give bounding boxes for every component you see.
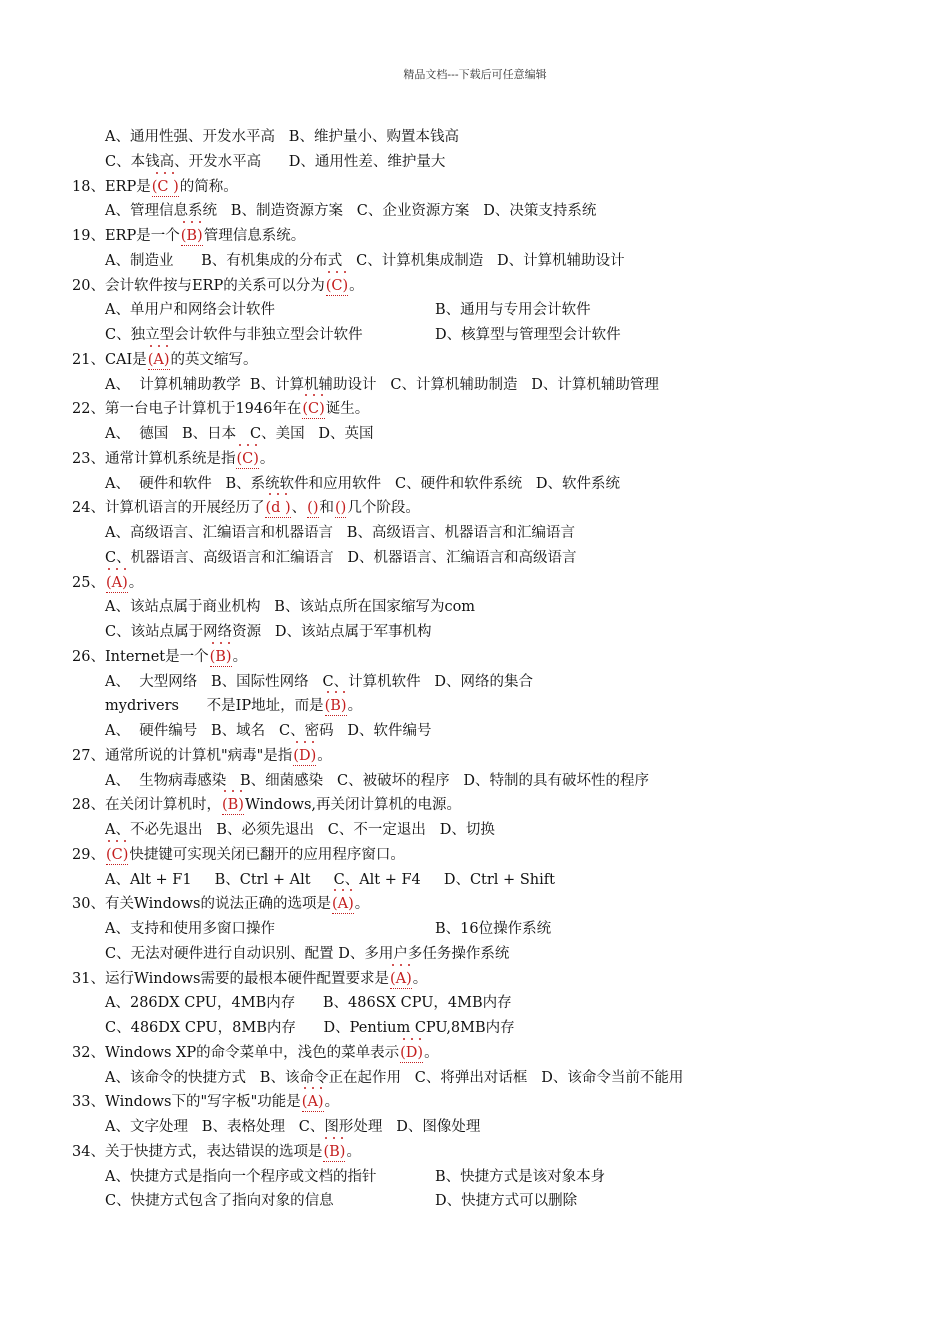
emphasis-dot [296, 741, 298, 743]
question-text: 快捷键可实现关闭已翻开的应用程序窗口。 [129, 846, 405, 863]
question-text: 22、第一台电子计算机于1946年在 [72, 401, 302, 418]
emphasis-dots [335, 493, 346, 497]
emphasis-dot [325, 1137, 327, 1139]
answer-mark: (B) [323, 1144, 345, 1162]
option-line: A、不必先退出 B、必须先退出 C、不一定退出 D、切换 [105, 822, 495, 838]
emphasis-dot [403, 1038, 405, 1040]
emphasis-dot [164, 172, 166, 174]
option-line: C、无法对硬件进行自动识别、配置 D、多用户多任务操作系统 [105, 945, 510, 962]
question-text: 32、Windows XP的命令菜单中，浅色的菜单表示 [72, 1044, 400, 1061]
emphasis-dot [285, 493, 287, 495]
emphasis-dots [181, 221, 203, 225]
question-line [72, 967, 892, 992]
answer-mark: (d ) [265, 500, 290, 518]
question-text: 管理信息系统。 [203, 228, 306, 244]
emphasis-dot [328, 271, 330, 273]
question-text: 。 [349, 277, 364, 294]
question-text: 。 [347, 698, 363, 715]
question-text: Windows,再关闭计算机的电源。 [244, 797, 462, 814]
option-line: A、管理信息系统 B、制造资源方案 C、企业资源方案 D、决策支持系统 [105, 203, 597, 220]
question-text: 。 [317, 747, 332, 764]
question-line [72, 224, 892, 249]
question-text: 、 [291, 500, 307, 517]
question-text: 30、有关Windows的说法正确的选项是 [72, 896, 331, 913]
question-line [72, 274, 892, 299]
emphasis-dot [312, 741, 314, 743]
emphasis-dot [191, 221, 193, 223]
emphasis-dot [255, 444, 257, 446]
emphasis-dot [335, 691, 337, 693]
emphasis-dot [304, 741, 306, 743]
emphasis-dots [148, 345, 170, 349]
answer-mark: (C) [236, 451, 258, 469]
emphasis-dots [302, 1087, 324, 1091]
option-col: B、通用与专用会计软件 [435, 302, 591, 319]
question-text: 的简称。 [179, 178, 238, 195]
question-text: 19、ERP是一个 [72, 228, 180, 244]
answer-mark: (B) [325, 698, 347, 716]
emphasis-dot [313, 394, 315, 396]
answer-mark: (B) [181, 228, 203, 246]
question-text: 。 [324, 1094, 340, 1111]
answer-mark: (C) [302, 401, 324, 419]
emphasis-dot [158, 345, 160, 347]
emphasis-dot [156, 172, 158, 174]
emphasis-dot [239, 444, 241, 446]
emphasis-dots [106, 568, 128, 572]
emphasis-dot [124, 840, 126, 842]
question-text: mydrivers 不是IP地址，而是 [105, 698, 324, 715]
emphasis-dots [323, 1137, 345, 1141]
emphasis-dot [199, 221, 201, 223]
emphasis-dots [307, 493, 318, 497]
emphasis-dot [116, 840, 118, 842]
option-line [72, 1189, 892, 1214]
emphasis-dot [411, 1038, 413, 1040]
answer-mark: () [335, 500, 346, 518]
question-line [72, 571, 892, 596]
option-line: A、制造业 B、有机集成的分布式 C、计算机集成制造 D、计算机辅助设计 [105, 252, 625, 269]
option-col: C、快捷方式包含了指向对象的信息 [105, 1193, 334, 1210]
emphasis-dot [321, 394, 323, 396]
option-line [72, 323, 892, 348]
question-line [72, 348, 892, 373]
option-line: A、286DX CPU，4MB内存 B、486SX CPU，4MB内存 [105, 995, 512, 1012]
emphasis-dot [344, 271, 346, 273]
emphasis-dot [304, 1087, 306, 1089]
emphasis-dot [212, 642, 214, 644]
answer-mark: (A) [106, 575, 128, 593]
question-text: 26、Internet是一个 [72, 648, 209, 665]
question-line [72, 175, 892, 200]
question-text: 31、运行Windows需要的最根本硬件配置要求是 [72, 970, 389, 987]
option-line: A、 生物病毒感染 B、细菌感染 C、被破坏的程序 D、特制的具有破坏性的程序 [105, 772, 650, 789]
emphasis-dots [293, 741, 316, 745]
question-line [72, 496, 892, 521]
question-text: 。 [346, 1143, 361, 1160]
question-text: 20、会计软件按与ERP的关系可以分为 [72, 277, 325, 294]
option-line: A、该站点属于商业机构 B、该站点所在国家缩写为com [105, 599, 476, 616]
emphasis-dots [332, 889, 354, 893]
question-line [72, 1041, 892, 1066]
option-col: D、核算型与管理型会计软件 [435, 327, 621, 343]
question-line [72, 744, 892, 769]
emphasis-dots [302, 394, 324, 398]
question-text: 23、通常计算机系统是指 [72, 450, 236, 467]
emphasis-dot [334, 889, 336, 891]
option-col: A、支持和使用多窗口操作 [105, 921, 275, 937]
emphasis-dot [240, 790, 242, 792]
option-line: C、本钱高、开发水平高 D、通用性差、维护量大 [105, 153, 446, 170]
option-col: A、快捷方式是指向一个程序或文档的指针 [105, 1168, 377, 1185]
answer-mark: (A) [332, 896, 354, 914]
question-text: 几个阶段。 [347, 500, 420, 517]
emphasis-dot [333, 1137, 335, 1139]
option-line: A、文字处理 B、表格处理 C、图形处理 D、图像处理 [105, 1119, 481, 1135]
answer-mark: (C) [326, 278, 348, 296]
question-line [72, 1140, 892, 1165]
emphasis-dot [183, 221, 185, 223]
emphasis-dots [236, 444, 258, 448]
option-line: A、Alt + F1 B、Ctrl + Alt C、Alt + F4 D、Ctrl + Shift [105, 871, 555, 888]
document-body [72, 125, 892, 1214]
option-line [72, 917, 892, 942]
question-line [72, 447, 892, 472]
emphasis-dot [277, 493, 279, 495]
answer-mark: (D) [293, 748, 316, 766]
emphasis-dot [172, 172, 174, 174]
emphasis-dots [106, 840, 128, 844]
emphasis-dot [312, 1087, 314, 1089]
question-line [72, 793, 892, 818]
question-line [72, 892, 892, 917]
option-line: C、机器语言、高级语言和汇编语言 D、机器语言、汇编语言和高级语言 [105, 549, 577, 566]
option-col: B、16位操作系统 [435, 921, 552, 937]
question-text: 的英文缩写。 [170, 351, 258, 368]
answer-mark: () [307, 500, 318, 518]
question-line [72, 397, 892, 422]
emphasis-dot [336, 271, 338, 273]
question-text: 。 [259, 450, 275, 467]
option-line: A、该命令的快捷方式 B、该命令正在起作用 C、将弹出对话框 D、该命令当前不能用 [105, 1069, 684, 1086]
question-text: 27、通常所说的计算机"病毒"是指 [72, 747, 293, 764]
question-line [72, 694, 892, 719]
emphasis-dot [342, 889, 344, 891]
emphasis-dot [400, 964, 402, 966]
emphasis-dot [150, 345, 152, 347]
emphasis-dot [392, 964, 394, 966]
emphasis-dot [343, 691, 345, 693]
answer-mark: (D) [400, 1045, 423, 1063]
option-line: A、 大型网络 B、国际性网络 C、计算机软件 D、网络的集合 [105, 673, 534, 690]
answer-mark: (A) [302, 1094, 324, 1112]
answer-mark: (C) [106, 847, 128, 865]
emphasis-dots [326, 271, 348, 275]
emphasis-dot [408, 964, 410, 966]
emphasis-dots [210, 642, 232, 646]
option-col: A、单用户和网络会计软件 [105, 302, 275, 319]
option-line: C、486DX CPU，8MB内存 D、Pentium CPU,8MB内存 [105, 1020, 515, 1036]
question-text: 。 [128, 574, 144, 591]
emphasis-dot [228, 642, 230, 644]
answer-mark: (B) [222, 797, 244, 815]
emphasis-dot [220, 642, 222, 644]
question-text: 25、 [72, 574, 105, 591]
emphasis-dots [152, 172, 179, 176]
emphasis-dot [327, 691, 329, 693]
option-line: A、通用性强、开发水平高 B、维护量小、购置本钱高 [105, 129, 459, 145]
emphasis-dot [108, 568, 110, 570]
emphasis-dot [419, 1038, 421, 1040]
option-col: D、快捷方式可以删除 [435, 1193, 578, 1210]
question-line [72, 645, 892, 670]
option-line: A、 硬件和软件 B、系统软件和应用软件 C、硬件和软件系统 D、软件系统 [105, 475, 621, 492]
option-line [72, 298, 892, 323]
option-line: A、 德国 B、日本 C、美国 D、英国 [105, 426, 374, 442]
emphasis-dot [247, 444, 249, 446]
question-text: 和 [319, 500, 334, 517]
question-text: 24、计算机语言的开展经历了 [72, 500, 265, 517]
emphasis-dots [222, 790, 244, 794]
emphasis-dot [305, 394, 307, 396]
question-text: 。 [412, 970, 428, 987]
emphasis-dot [108, 840, 110, 842]
question-text: 33、Windows下的"写字板"功能是 [72, 1094, 301, 1111]
option-line: A、高级语言、汇编语言和机器语言 B、高级语言、机器语言和汇编语言 [105, 525, 575, 541]
answer-mark: (A) [390, 971, 412, 989]
emphasis-dot [320, 1087, 322, 1089]
emphasis-dot [350, 889, 352, 891]
question-text: 28、在关闭计算机时， [72, 797, 221, 814]
emphasis-dot [116, 568, 118, 570]
question-text: 21、CAI是 [72, 351, 147, 368]
question-text: 诞生。 [325, 401, 370, 418]
question-text: 34、关于快捷方式，表达错误的选项是 [72, 1143, 323, 1160]
page-header: 精品文档---下载后可任意编辑 [403, 68, 547, 81]
answer-mark: (A) [148, 352, 170, 370]
emphasis-dot [232, 790, 234, 792]
option-line: C、该站点属于网络资源 D、该站点属于军事机构 [105, 624, 432, 640]
emphasis-dot [269, 493, 271, 495]
option-col: B、快捷方式是该对象本身 [435, 1168, 606, 1185]
emphasis-dot [166, 345, 168, 347]
question-text: 18、ERP是 [72, 178, 151, 195]
option-line: A、 计算机辅助教学 B、计算机辅助设计 C、计算机辅助制造 D、计算机辅助管理 [105, 376, 659, 393]
question-line [72, 1090, 892, 1115]
question-text: 。 [424, 1044, 439, 1061]
option-line: A、 硬件编号 B、域名 C、密码 D、软件编号 [105, 723, 432, 739]
answer-mark: (B) [210, 649, 232, 667]
question-text: 。 [354, 896, 370, 913]
emphasis-dots [265, 493, 290, 497]
question-line [72, 843, 892, 868]
option-line [72, 1165, 892, 1190]
emphasis-dots [390, 964, 412, 968]
answer-mark: (C ) [152, 179, 179, 197]
question-text: 。 [232, 648, 248, 665]
emphasis-dot [224, 790, 226, 792]
emphasis-dot [124, 568, 126, 570]
emphasis-dot [341, 1137, 343, 1139]
option-col: C、独立型会计软件与非独立型会计软件 [105, 327, 363, 343]
question-text: 29、 [72, 846, 105, 863]
emphasis-dots [325, 691, 347, 695]
emphasis-dots [400, 1038, 423, 1042]
